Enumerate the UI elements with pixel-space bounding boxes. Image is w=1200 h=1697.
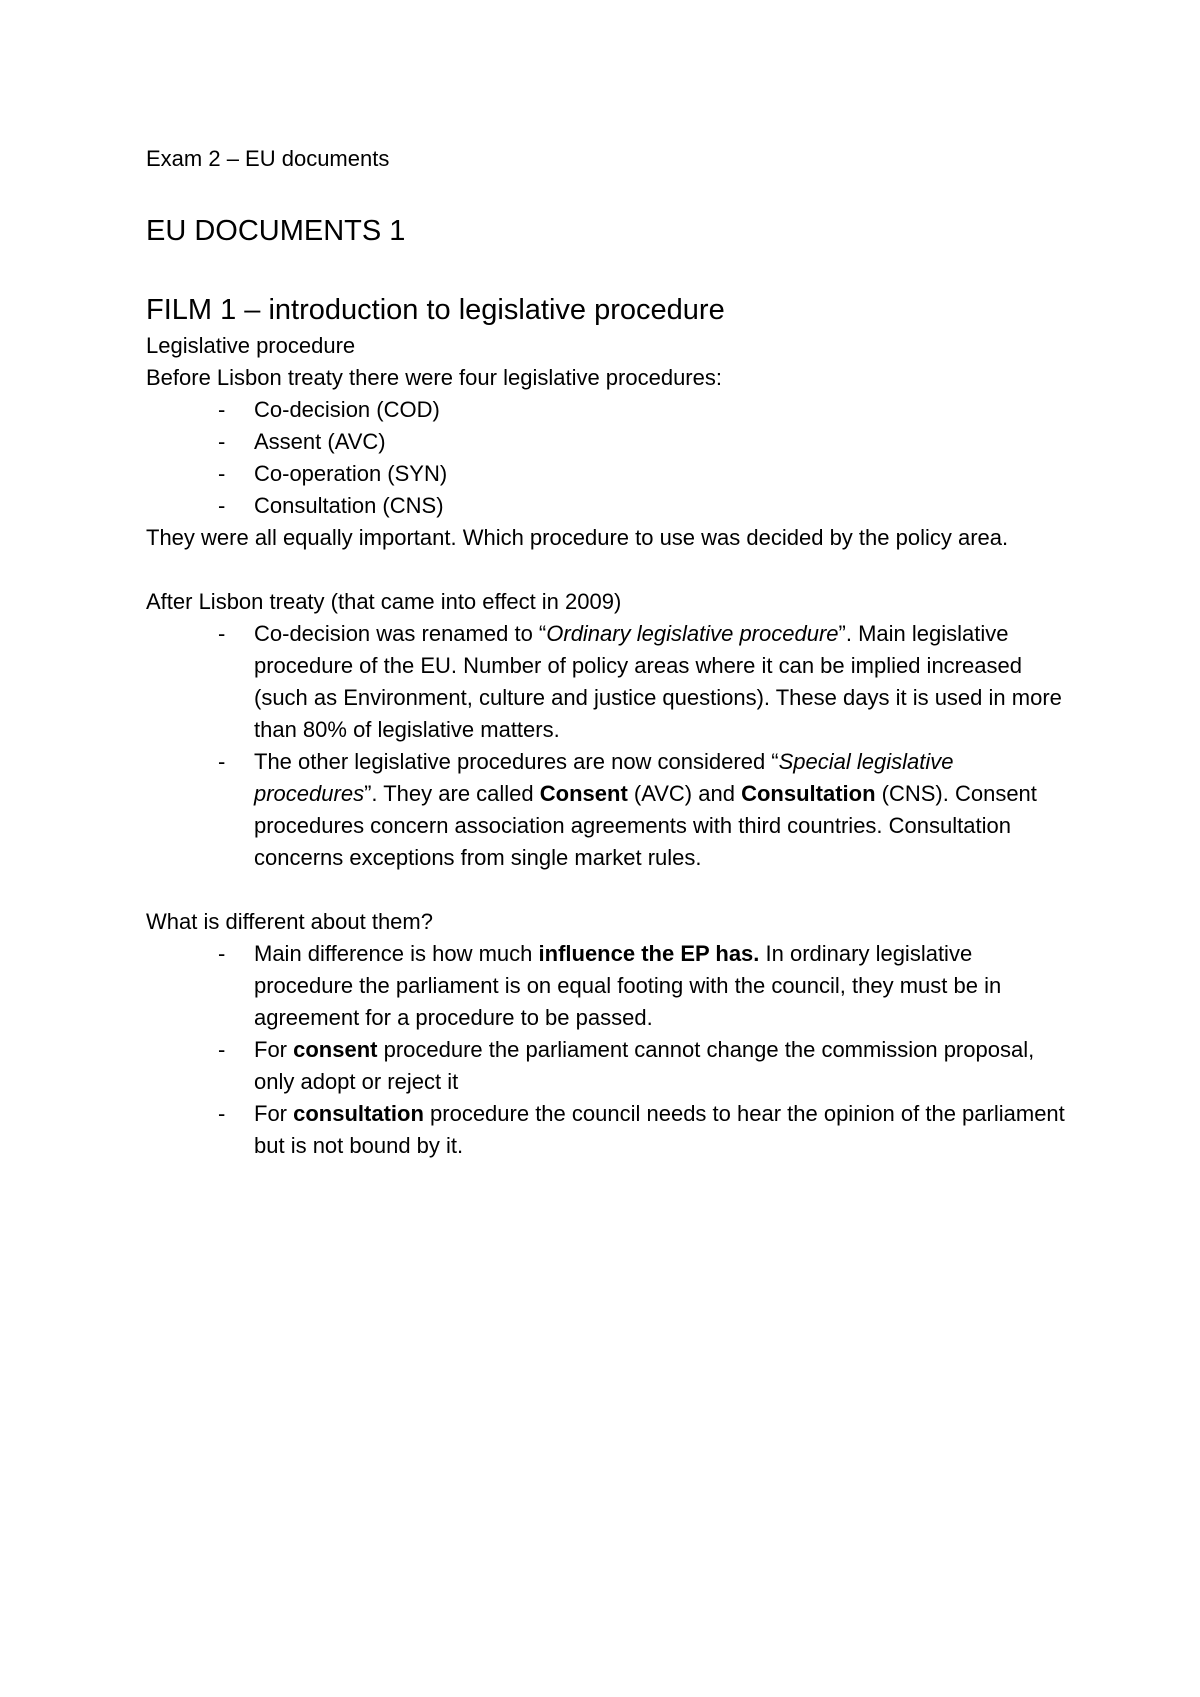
dash-bullet: - xyxy=(218,397,226,422)
list-item xyxy=(146,426,1066,458)
blank-line xyxy=(146,554,1066,586)
list-item-text-prefix: For xyxy=(254,1101,294,1126)
difference-heading: What is different about them? xyxy=(146,909,433,934)
intro-paragraph: Before Lisbon treaty there were four legislative procedures: xyxy=(146,365,722,390)
list-item xyxy=(146,746,1066,874)
dash-bullet: - xyxy=(218,429,226,454)
dash-bullet: - xyxy=(218,493,226,518)
list-item-text-prefix: Co-decision was renamed to “ xyxy=(254,621,547,646)
list-item-text-suffix: In ordinary legislative procedure the parliament is on equal footing with the council, they must be in agreement for a procedure to be passed. xyxy=(254,941,1002,1030)
difference-list xyxy=(146,938,1066,1162)
list-item-text-suffix: procedure the council needs to hear the opinion of the parliament but is not bound by it. xyxy=(254,1101,1065,1158)
list-item-text-prefix: Main difference is how much xyxy=(254,941,539,966)
list-item xyxy=(146,1098,1066,1162)
list-item xyxy=(146,394,1066,426)
list-item xyxy=(146,458,1066,490)
document-page xyxy=(146,143,1066,1162)
list-item-text: Co-decision (COD) xyxy=(254,397,440,422)
blank-line xyxy=(146,874,1066,906)
equal-note-paragraph: They were all equally important. Which procedure to use was decided by the policy area. xyxy=(146,525,1009,550)
dash-bullet: - xyxy=(218,461,226,486)
document-subtitle: Exam 2 – EU documents xyxy=(146,146,390,171)
list-item xyxy=(146,490,1066,522)
procedures-before-list xyxy=(146,394,1066,522)
document-title: EU DOCUMENTS 1 xyxy=(146,215,406,247)
list-item-text-suffix: ”. Main legislative procedure of the EU. Number of policy areas where it can be implied increased (such as Environment, culture and justice questions). These days it is used in more than 80% of legislative matters. xyxy=(254,621,1062,742)
dash-bullet: - xyxy=(218,1037,226,1062)
dash-bullet: - xyxy=(218,941,226,966)
section-heading: FILM 1 – introduction to legislative procedure xyxy=(146,294,725,326)
dash-bullet: - xyxy=(218,749,226,774)
section-subheading: Legislative procedure xyxy=(146,333,356,358)
list-item xyxy=(146,1034,1066,1098)
after-lisbon-list xyxy=(146,618,1066,874)
list-item xyxy=(146,618,1066,746)
list-item-text-prefix: The other legislative procedures are now considered “ xyxy=(254,749,779,774)
list-item-bold-term: Consent xyxy=(539,781,628,806)
after-lisbon-heading: After Lisbon treaty (that came into effect in 2009) xyxy=(146,589,622,614)
list-item-bold-term: consent xyxy=(293,1037,378,1062)
list-item-italic-term: Special legislative procedures xyxy=(254,749,954,806)
list-item-bold-term: Consultation xyxy=(741,781,876,806)
dash-bullet: - xyxy=(218,621,226,646)
list-item-text-suffix: (CNS). Consent procedures concern association agreements with third countries. Consultation concerns exceptions from single market rules. xyxy=(254,781,1037,870)
list-item-text-mid: (AVC) and xyxy=(627,781,742,806)
list-item xyxy=(146,938,1066,1034)
list-item-text: Consultation (CNS) xyxy=(254,493,444,518)
list-item-text: Assent (AVC) xyxy=(254,429,386,454)
list-item-text-prefix: For xyxy=(254,1037,294,1062)
dash-bullet: - xyxy=(218,1101,226,1126)
list-item-italic-term: Ordinary legislative procedure xyxy=(546,621,839,646)
list-item-bold-term: consultation xyxy=(293,1101,424,1126)
list-item-text: Co-operation (SYN) xyxy=(254,461,448,486)
list-item-bold-term: influence the EP has. xyxy=(538,941,760,966)
list-item-text-mid: ”. They are called xyxy=(364,781,540,806)
list-item-text-suffix: procedure the parliament cannot change the commission proposal, only adopt or reject it xyxy=(254,1037,1035,1094)
